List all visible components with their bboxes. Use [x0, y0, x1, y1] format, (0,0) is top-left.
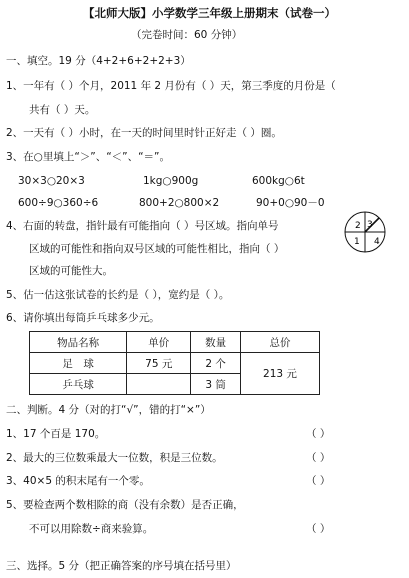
- table-header: 总价: [240, 332, 319, 353]
- table-cell: [127, 374, 191, 395]
- q3-item: 90+0○90－0: [256, 197, 325, 209]
- table-cell: 3 筒: [191, 374, 241, 395]
- judge-item-line2: 不可以用除数÷商来验算。: [29, 523, 154, 535]
- judge-paren: （ ）: [306, 475, 331, 487]
- judge-item: 2、最大的三位数乘最大一位数，积是三位数。: [6, 452, 223, 464]
- table-cell: 75 元: [127, 353, 191, 374]
- q1-line1: 1、一年有（ ）个月，2011 年 2 月份有（ ）天，第三季度的月份是（: [6, 80, 336, 92]
- table-cell: 2 个: [191, 353, 241, 374]
- section-3-heading: 三、选择。5 分（把正确答案的序号填在括号里）: [6, 560, 237, 572]
- judge-paren: （ ）: [306, 523, 331, 535]
- table-header: 单价: [127, 332, 191, 353]
- q4-line2: 区域的可能性和指向双号区域的可能性相比，指向（ ）: [29, 243, 285, 255]
- price-table: [29, 331, 320, 395]
- judge-paren: （ ）: [306, 452, 331, 464]
- spinner-label: 1: [354, 237, 360, 247]
- section-2-heading: 二、判断。4 分（对的打“√”，错的打“×”）: [6, 404, 211, 416]
- q1-line2: 共有（ ）天。: [29, 104, 96, 116]
- q3-item: 600÷9○360÷6: [18, 197, 99, 209]
- section-1-heading: 一、填空。19 分（4+2+6+2+2+3）: [6, 55, 191, 67]
- spinner-label: 4: [374, 237, 380, 247]
- q4-line3: 区域的可能性大。: [29, 265, 113, 277]
- q5-line1: 5、估一估这张试卷的长约是（ ），宽约是（ ）。: [6, 289, 230, 301]
- spinner-label: 3: [367, 220, 373, 230]
- judge-item: 3、40×5 的积末尾有一个零。: [6, 475, 150, 487]
- spinner-diagram: [343, 210, 387, 254]
- judge-item: 5、要检查两个数相除的商（没有余数）是否正确，: [6, 499, 244, 511]
- table-header: 物品名称: [30, 332, 127, 353]
- q3-item: 600kg○6t: [252, 175, 305, 187]
- table-cell: 乒乓球: [30, 374, 127, 395]
- document-subtitle: （完卷时间：60 分钟）: [131, 29, 243, 41]
- judge-paren: （ ）: [306, 428, 331, 440]
- q6-line1: 6、请你填出每筒乒乓球多少元。: [6, 312, 160, 324]
- q3-item: 800+2○800×2: [139, 197, 220, 209]
- spinner-label: 2: [355, 221, 361, 231]
- q4-line1: 4、右面的转盘，指针最有可能指向（ ）号区域。指向单号: [6, 220, 279, 232]
- document-title: 【北师大版】小学数学三年级上册期末（试卷一）: [83, 6, 336, 20]
- table-total: 213 元: [240, 353, 319, 395]
- table-header: 数量: [191, 332, 241, 353]
- q3-line1: 3、在○里填上“＞”、“＜”、“＝”。: [6, 151, 170, 163]
- q3-item: 30×3○20×3: [18, 175, 85, 187]
- judge-item: 1、17 个百是 170。: [6, 428, 106, 440]
- table-cell: 足 球: [30, 353, 127, 374]
- q3-item: 1kg○900g: [143, 175, 199, 187]
- q2-line1: 2、一天有（ ）小时，在一天的时间里时针正好走（ ）圈。: [6, 127, 282, 139]
